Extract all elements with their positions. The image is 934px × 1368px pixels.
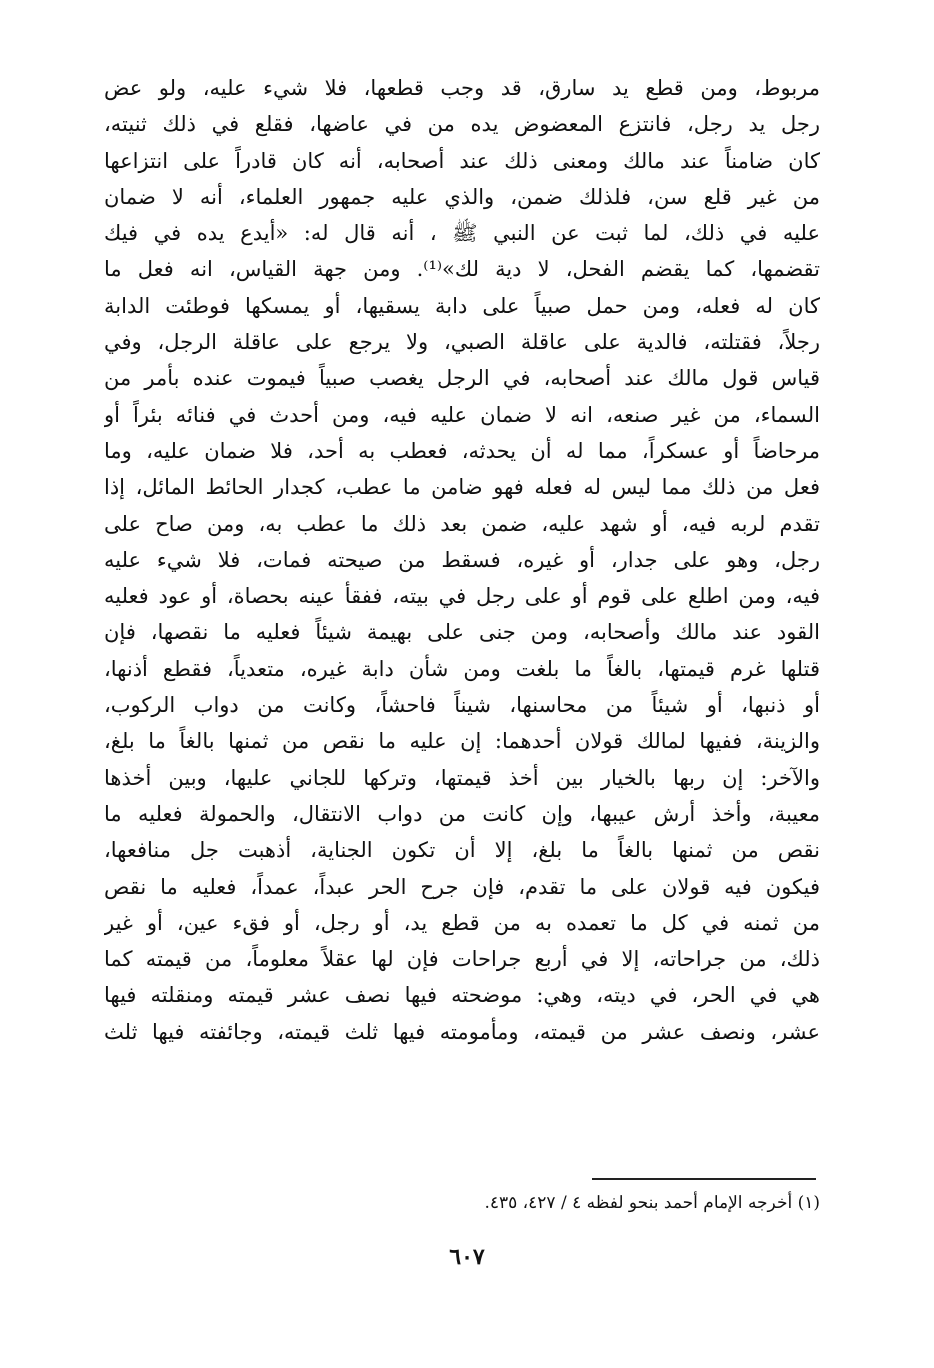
text-line: القود عند مالك وأصحابه، ومن جنى على بهيمة شيئاً فعليه ما نقصها، فإن <box>104 620 820 645</box>
text-line: فيه، ومن اطلع على قوم أو على رجل في بيته، ففقأ عينه بحصاة، أو عود فعليه <box>104 584 820 609</box>
text-line: مرحاضاً أو عسكراً، مما له أن يحدثه، فعطب به أحد، فلا ضمان عليه، وما <box>104 438 820 463</box>
text-line: فيكون فيه قولان على ما تقدم، فإن جرح الحر عبداً، عمداً، فعليه ما نقص <box>104 874 820 899</box>
text-line: السماء، من غير صنعه، انه لا ضمان عليه فيه، ومن أحدث في فنائه بئراً أو <box>104 402 820 427</box>
text-line: معيبة، وأخذ أرش عيبها، وإن كانت من دواب الانتقال، والحمولة فعليه ما <box>104 801 820 826</box>
text-line: كان له فعله، ومن حمل صبياً على دابة يسقيها، أو يمسكها فوطئت الدابة <box>104 293 820 318</box>
footnote: (١) أخرجه الإمام أحمد بنحو لفظه ٤ / ٤٢٧، ٤٣٥. <box>484 1193 820 1213</box>
text-line: ذلك، من جراحاته، إلا في أربع جراحات فإن لها عقلاً معلوماً، من قيمته كما <box>104 947 820 972</box>
text-line: قتلها غرم قيمتها، بالغاً ما بلغت ومن شأن دابة غيره، متعدياً، فقطع أذنها، <box>104 656 820 681</box>
main-text-block <box>104 70 820 1050</box>
text-line: والزينة، ففيها لمالك قولان أحدهما: إن عليه ما نقص من ثمنها بالغاً ما بلغ، <box>104 729 820 754</box>
footnote-separator <box>592 1178 816 1180</box>
text-line: رجلاً، فقتلته، فالدية على عاقلة الصبي، ولا يرجع على عاقلة الرجل، وفي <box>104 330 820 355</box>
text-line: كان ضامناً عند مالك ومعنى ذلك عند أصحابه، أنه كان قادراً على انتزاعها <box>104 148 820 173</box>
text-line: أو ذنبها، أو شيئاً من محاسنها، شيناً فاحشاً، وكانت من دواب الركوب، <box>104 693 820 718</box>
text-line: هي في الحر، في ديته، وهي: موضحته فيها نصف عشر قيمته ومنقلته فيها <box>104 983 820 1008</box>
text-line: عشر، ونصف عشر من قيمته، ومأمومته فيها ثلث قيمته، وجائفته فيها ثلث <box>104 1019 820 1044</box>
text-line: رجل، وهو على جدار، أو غيره، فسقط من صيحته فمات، فلا شيء عليه <box>104 547 820 572</box>
text-line: مربوط، ومن قطع يد سارق، قد وجب قطعها، فلا شيء عليه، ولو عض <box>104 76 820 100</box>
text-line: تقدم لربه فيه، أو شهد عليه، ضمن بعد ذلك ما عطب به، ومن صاح على <box>104 511 820 536</box>
text-line: من غير قلع سن، فلذلك ضمن، والذي عليه جمهور العلماء، أنه لا ضمان <box>104 184 820 209</box>
text-line: والآخر: إن ربها بالخيار بين أخذ قيمتها، وتركها للجاني عليها، وبين أخذها <box>104 765 820 790</box>
text-line: رجل يد رجل، فانتزع المعضوض يده من في عاضها، فقلع في ذلك ثنيته، <box>104 112 820 137</box>
text-line: قياس قول مالك عند أصحابه، في الرجل يغصب صبياً فيموت عنده بأمر من <box>104 366 820 391</box>
text-line: تقضمها، كما يقضم الفحل، لا دية لك»⁽¹⁾. ومن جهة القياس، انه فعل ما <box>104 257 820 282</box>
page-number: ٦٠٧ <box>449 1244 485 1270</box>
text-line: من ثمنه في كل ما تعمده به من قطع يد، أو رجل، أو فقء عين، أو غير <box>104 910 820 935</box>
text-line: فعل من ذلك مما ليس له فعله فهو ضامن ما عطب، كجدار الحائط المائل، إذا <box>104 475 820 500</box>
text-line: نقص من ثمنها بالغاً ما بلغ، إلا أن تكون الجناية، أذهبت جل منافعها، <box>104 838 820 863</box>
text-line: عليه في ذلك، لما ثبت عن النبي ﷺ ، أنه قال له: «أيدع يده في فيك <box>104 221 820 246</box>
